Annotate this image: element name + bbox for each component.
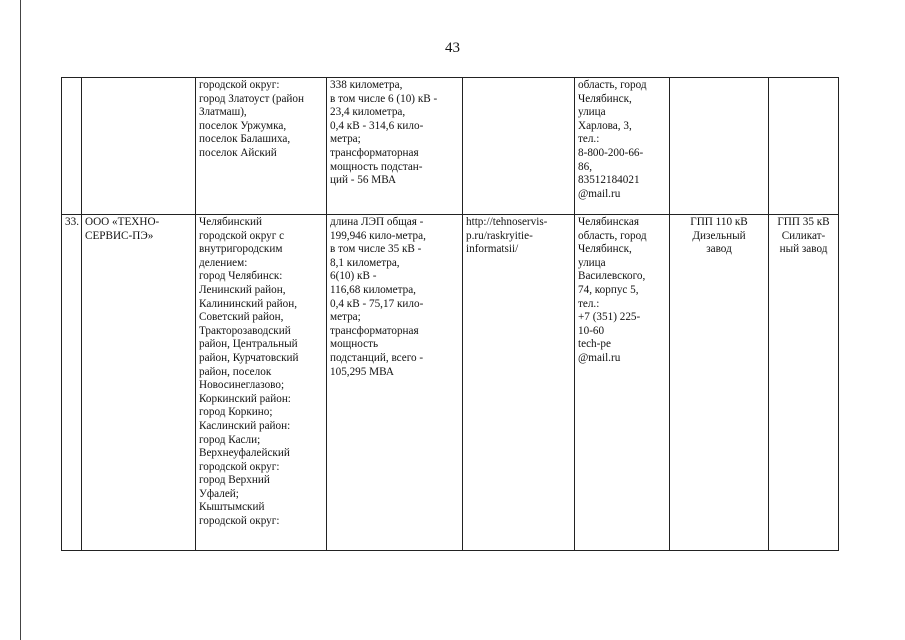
network-cell: 338 километра, в том числе 6 (10) кВ - 23,4 километра, 0,4 кВ - 314,6 кило- метра; трансформаторная мощность подстан- ций - 56 МВА bbox=[327, 78, 463, 215]
table-row bbox=[62, 78, 839, 215]
page-left-edge-line bbox=[20, 0, 21, 640]
substation-35-cell bbox=[769, 78, 839, 215]
substation-110-cell bbox=[670, 78, 769, 215]
territory-cell: Челябинский городской округ с внутригородским делением: город Челябинск: Ленинский район, Калининский район, Советский район, Тракторозаводский район, Центральный район, Курчатовский район, поселок Новосинеглазово; Коркинский район: город Коркино; Каслинский район: город Касли; Верхнеуфалейский городской округ: город Верхний Уфалей; Кыштымский городской округ: bbox=[196, 215, 327, 551]
page-number: 43 bbox=[445, 40, 460, 56]
substation-35-cell: ГПП 35 кВ Силикат- ный завод bbox=[769, 215, 839, 551]
contacts-cell: область, город Челябинск, улица Харлова, 3, тел.: 8-800-200-66- 86, 83512184021 @mail.ru bbox=[575, 78, 670, 215]
company-cell: ООО «ТЕХНО- СЕРВИС-ПЭ» bbox=[82, 215, 196, 551]
row-number-cell bbox=[62, 78, 82, 215]
table-row bbox=[62, 215, 839, 551]
row-number-cell: 33. bbox=[62, 215, 82, 551]
organizations-table bbox=[61, 77, 839, 551]
contacts-cell: Челябинская область, город Челябинск, улица Василевского, 74, корпус 5, тел.: +7 (351) 225- 10-60 tech-pe @mail.ru bbox=[575, 215, 670, 551]
territory-cell: городской округ: город Златоуст (район Златмаш), поселок Уржумка, поселок Балашиха, поселок Айский bbox=[196, 78, 327, 215]
network-cell: длина ЛЭП общая - 199,946 кило-метра, в том числе 35 кВ - 8,1 километра, 6(10) кВ - 116,68 километра, 0,4 кВ - 75,17 кило- метра; трансформаторная мощность подстанций, всего - 105,295 МВА bbox=[327, 215, 463, 551]
company-cell bbox=[82, 78, 196, 215]
website-cell: http://tehnoservis- p.ru/raskryitie- informatsii/ bbox=[463, 215, 575, 551]
substation-110-cell: ГПП 110 кВ Дизельный завод bbox=[670, 215, 769, 551]
website-cell bbox=[463, 78, 575, 215]
